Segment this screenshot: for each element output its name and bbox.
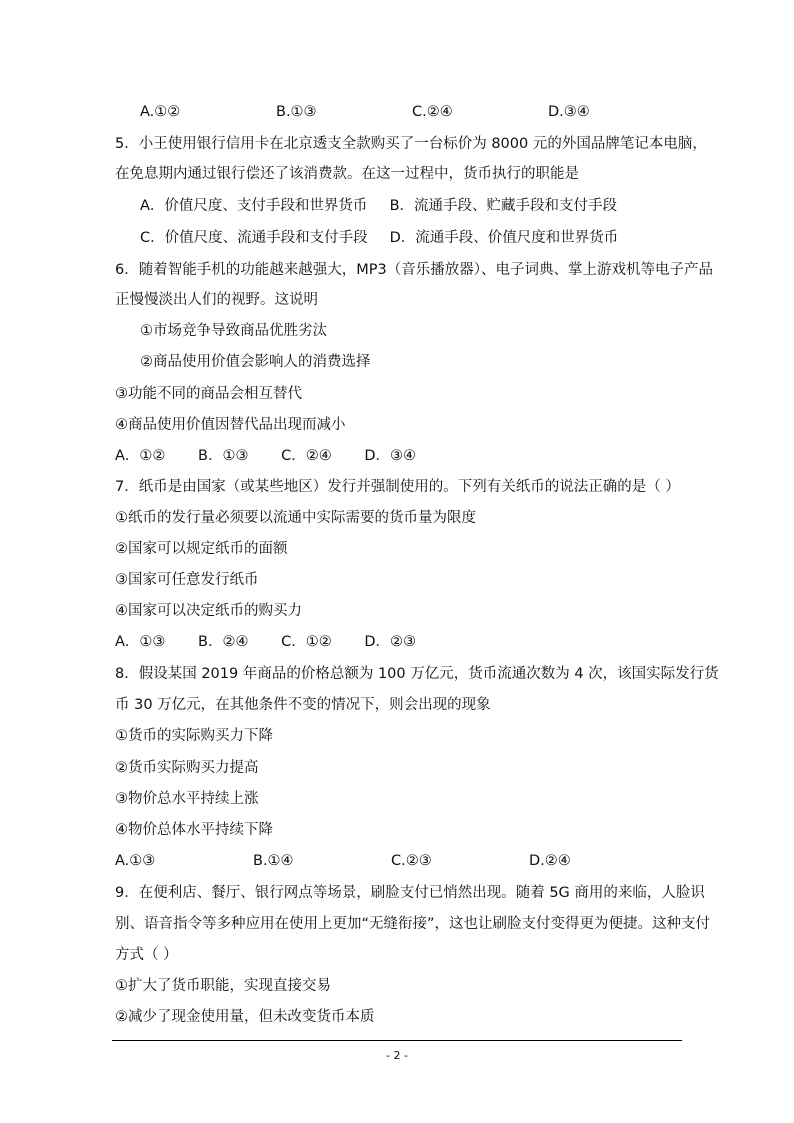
option-d: D．②③ — [364, 634, 416, 650]
option-a: A．①③ — [115, 634, 166, 650]
q9-item-1: ①扩大了货币职能，实现直接交易 — [115, 978, 331, 994]
q6-options — [115, 446, 684, 466]
option-a: A．价值尺度、支付手段和世界货币 — [140, 198, 368, 214]
page-number: - 2 - — [386, 1049, 408, 1062]
option-a: A．①② — [115, 448, 166, 464]
q7-item-3: ③国家可任意发行纸币 — [115, 572, 259, 588]
q6-stem-line1: 6．随着智能手机的功能越来越强大，MP3（音乐播放器）、电子词典、掌上游戏机等电子产品 — [115, 262, 713, 278]
q7-item-2: ②国家可以规定纸币的面额 — [115, 541, 288, 557]
q6-item-1: ①市场竞争导致商品优胜劣汰 — [140, 323, 327, 339]
q8-item-4: ④物价总体水平持续下降 — [115, 822, 273, 838]
q7-item-4: ④国家可以决定纸币的购买力 — [115, 603, 302, 619]
q5-options-row1 — [140, 196, 684, 216]
q5-stem-line1: 5．小王使用银行信用卡在北京透支全款购买了一台标价为 8000 元的外国品牌笔记本电脑， — [115, 136, 707, 152]
q6-item-2: ②商品使用价值会影响人的消费选择 — [140, 354, 371, 370]
q7-stem: 7．纸币是由国家（或某些地区）发行并强制使用的。下列有关纸币的说法正确的是（ ） — [115, 479, 680, 495]
q8-stem-line1: 8．假设某国 2019 年商品的价格总额为 100 万亿元，货币流通次数为 4 次，该国实际发行货 — [115, 666, 719, 682]
q8-item-2: ②货币实际购买力提高 — [115, 760, 259, 776]
option-c: C．②④ — [281, 448, 332, 464]
option-d: D．③④ — [364, 448, 416, 464]
option-c: C.②④ — [412, 104, 453, 120]
option-a: A.①③ — [115, 853, 156, 869]
q6-item-3: ③功能不同的商品会相互替代 — [115, 386, 302, 402]
q8-options — [115, 851, 684, 871]
option-d: D.②④ — [529, 853, 571, 869]
option-a: A.①② — [140, 104, 181, 120]
option-b: B.①③ — [276, 104, 317, 120]
q7-options — [115, 632, 684, 652]
footer-rule — [112, 1040, 682, 1041]
option-c: C．价值尺度、流通手段和支付手段 — [140, 230, 368, 246]
q4-options — [140, 102, 684, 122]
q9-stem-line2: 别、语音指令等多种应用在使用上更加“无缝衔接”，这也让刷脸支付变得更为便捷。这种支付 — [115, 916, 711, 932]
q8-item-3: ③物价总水平持续上涨 — [115, 791, 259, 807]
option-d: D.③④ — [548, 104, 590, 120]
option-d: D．流通手段、价值尺度和世界货币 — [389, 230, 619, 246]
option-b: B.①④ — [253, 853, 294, 869]
q5-stem-line2: 在免息期内通过银行偿还了该消费款。在这一过程中，货币执行的职能是 — [115, 166, 579, 182]
q7-item-1: ①纸币的发行量必须要以流通中实际需要的货币量为限度 — [115, 510, 476, 526]
option-b: B．流通手段、贮藏手段和支付手段 — [389, 198, 618, 214]
option-b: B．②④ — [198, 634, 249, 650]
q8-item-1: ①货币的实际购买力下降 — [115, 728, 273, 744]
q9-stem-line1: 9．在便利店、餐厅、银行网点等场景，刷脸支付已悄然出现。随着 5G 商用的来临，人脸识 — [115, 885, 705, 901]
q9-item-2: ②减少了现金使用量，但未改变货币本质 — [115, 1009, 375, 1025]
option-c: C．①② — [281, 634, 332, 650]
q9-stem-line3: 方式（ ） — [115, 947, 178, 963]
option-b: B．①③ — [198, 448, 249, 464]
q6-item-4: ④商品使用价值因替代品出现而减小 — [115, 417, 346, 433]
q8-stem-line2: 币 30 万亿元，在其他条件不变的情况下，则会出现的现象 — [115, 697, 491, 713]
option-c: C.②③ — [391, 853, 432, 869]
q6-stem-line2: 正慢慢淡出人们的视野。这说明 — [115, 292, 318, 308]
q5-options-row2 — [140, 228, 684, 248]
